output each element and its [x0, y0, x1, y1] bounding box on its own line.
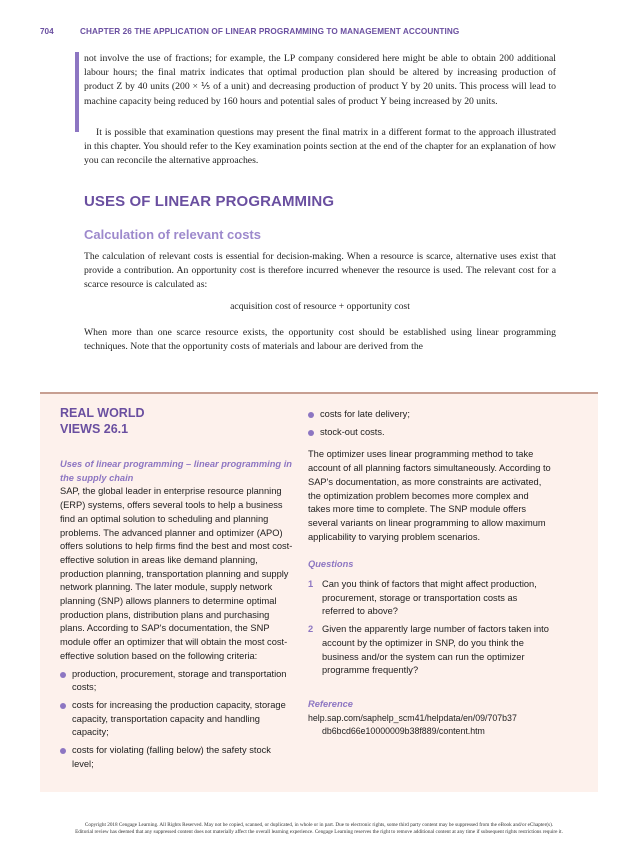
bullet-item: [60, 699, 293, 740]
chapter-title: CHAPTER 26 THE APPLICATION OF LINEAR PROGRAMMING TO MANAGEMENT ACCOUNTING: [80, 27, 460, 36]
real-world-right-column: [308, 408, 552, 739]
case-title: Uses of linear programming – linear programming in the supply chain: [60, 459, 292, 483]
case-text: SAP, the global leader in enterprise resource planning (ERP) systems, offers several tools to help a business find an optimal solution to scheduling and planning problems. The advanced planner and optimizer (APO) offers solutions to help firms find the best and most cost-effective solution in areas like demand planning, production planning, transportation planning and supply network planning. The later module, supply network planning (SNP) allows planners to determine optimal production plans, distribution plans and purchasing plans. According to SAP's documentation, the SNP module offer an optimizer that will obtain the most cost-effective solution based on the following criteria:: [60, 486, 293, 661]
bullet-text: costs for late delivery;: [320, 409, 410, 419]
reference-heading: Reference: [308, 698, 353, 709]
real-world-title: [60, 405, 145, 437]
question-number: 2: [308, 624, 314, 635]
footer-line-2: Editorial review has deemed that any suppressed content does not materially affect the overall learning experience. Cengage Learning reserves the right to remove additional content at any time if subsequent rights restrictions require it.: [75, 829, 563, 835]
margin-bar: [75, 52, 79, 132]
paragraph-3: The calculation of relevant costs is essential for decision-making. When a resource is scarce, alternative uses exist that provide a contribution. An opportunity cost is therefore incurred whenever the resource is used. The relevant cost for a scarce resource is calculated as:: [84, 251, 556, 291]
bullet-icon: [60, 748, 66, 754]
running-head: [40, 27, 598, 39]
bullet-text: production, procurement, storage and transportation costs;: [72, 668, 287, 693]
real-world-title-line-1: REAL WORLD: [60, 406, 145, 420]
bullet-text: costs for increasing the production capacity, storage capacity, transportation capacity and handling capacity;: [72, 699, 286, 738]
question-item: [308, 578, 552, 619]
relevant-cost-formula: acquisition cost of resource + opportunity cost: [230, 301, 410, 312]
bullet-icon: [60, 672, 66, 678]
real-world-left-column: [60, 458, 293, 771]
bullet-icon: [308, 412, 314, 418]
bullet-item: [60, 668, 293, 695]
optimizer-text: The optimizer uses linear programming method to take account of all planning factors simultaneously. According to SAP's documentation, as more constraints are activated, the optimization problem becomes more complex and takes more time to complete. The SNP module offers several variants on linear programming to allow maximum applicability to varying problem scenarios.: [308, 449, 551, 542]
question-item: [308, 623, 552, 678]
bullet-text: costs for violating (falling below) the safety stock level;: [72, 745, 271, 769]
question-number: 1: [308, 579, 314, 590]
bullet-icon: [308, 430, 314, 436]
footer-line-1: Copyright 2018 Cengage Learning. All Rights Reserved. May not be copied, scanned, or duplicated, in whole or in part. Due to electronic rights, some third party content may be suppressed from the eBook and/or eChapter(s).: [84, 822, 554, 828]
page-number: 704: [40, 27, 54, 36]
bullet-item: [308, 426, 552, 440]
bullet-item: [60, 744, 293, 771]
reference-link-line-2: db6bcd66e10000009b38f889/content.htm: [322, 726, 485, 737]
copyright-footer: [20, 822, 618, 836]
bullet-item: [308, 408, 552, 422]
reference-link-line-1: help.sap.com/saphelp_scm41/helpdata/en/09/707b37: [308, 712, 517, 723]
paragraph-1: not involve the use of fractions; for example, the LP company considered here might be able to obtain 200 additional labour hours; the final matrix indicates that optimal production plan should be altered by increasing production of product Z by 40 units (200 × ⅕ of a unit) and decreasing production of product Y by 20 units. This process will lead to machine capacity being reduced by 160 hours and potential sales of product Y being increased by 20 units.: [84, 53, 556, 107]
paragraph-2: It is possible that examination questions may present the final matrix in a different format to the approach illustrated in this chapter. You should refer to the Key examination points section at the end of the chapter for an explanation of how you can reconcile the alternative approaches.: [84, 127, 556, 167]
paragraph-4: When more than one scarce resource exists, the opportunity cost should be established using linear programming techniques. Note that the opportunity costs of materials and labour are derived from the: [84, 327, 556, 353]
section-heading: USES OF LINEAR PROGRAMMING: [84, 193, 335, 210]
subheading: Calculation of relevant costs: [84, 227, 261, 242]
question-text: Given the apparently large number of factors taken into account by the optimizer in SNP, do you think the business and/or the system can run the optimizer programme frequently?: [322, 624, 549, 676]
bullet-icon: [60, 703, 66, 709]
question-text: Can you think of factors that might affect production, procurement, storage or transportation costs as referred to above?: [322, 579, 537, 617]
bullet-text: stock-out costs.: [320, 426, 385, 437]
questions-heading: Questions: [308, 559, 354, 570]
real-world-title-line-2: VIEWS 26.1: [60, 422, 129, 436]
